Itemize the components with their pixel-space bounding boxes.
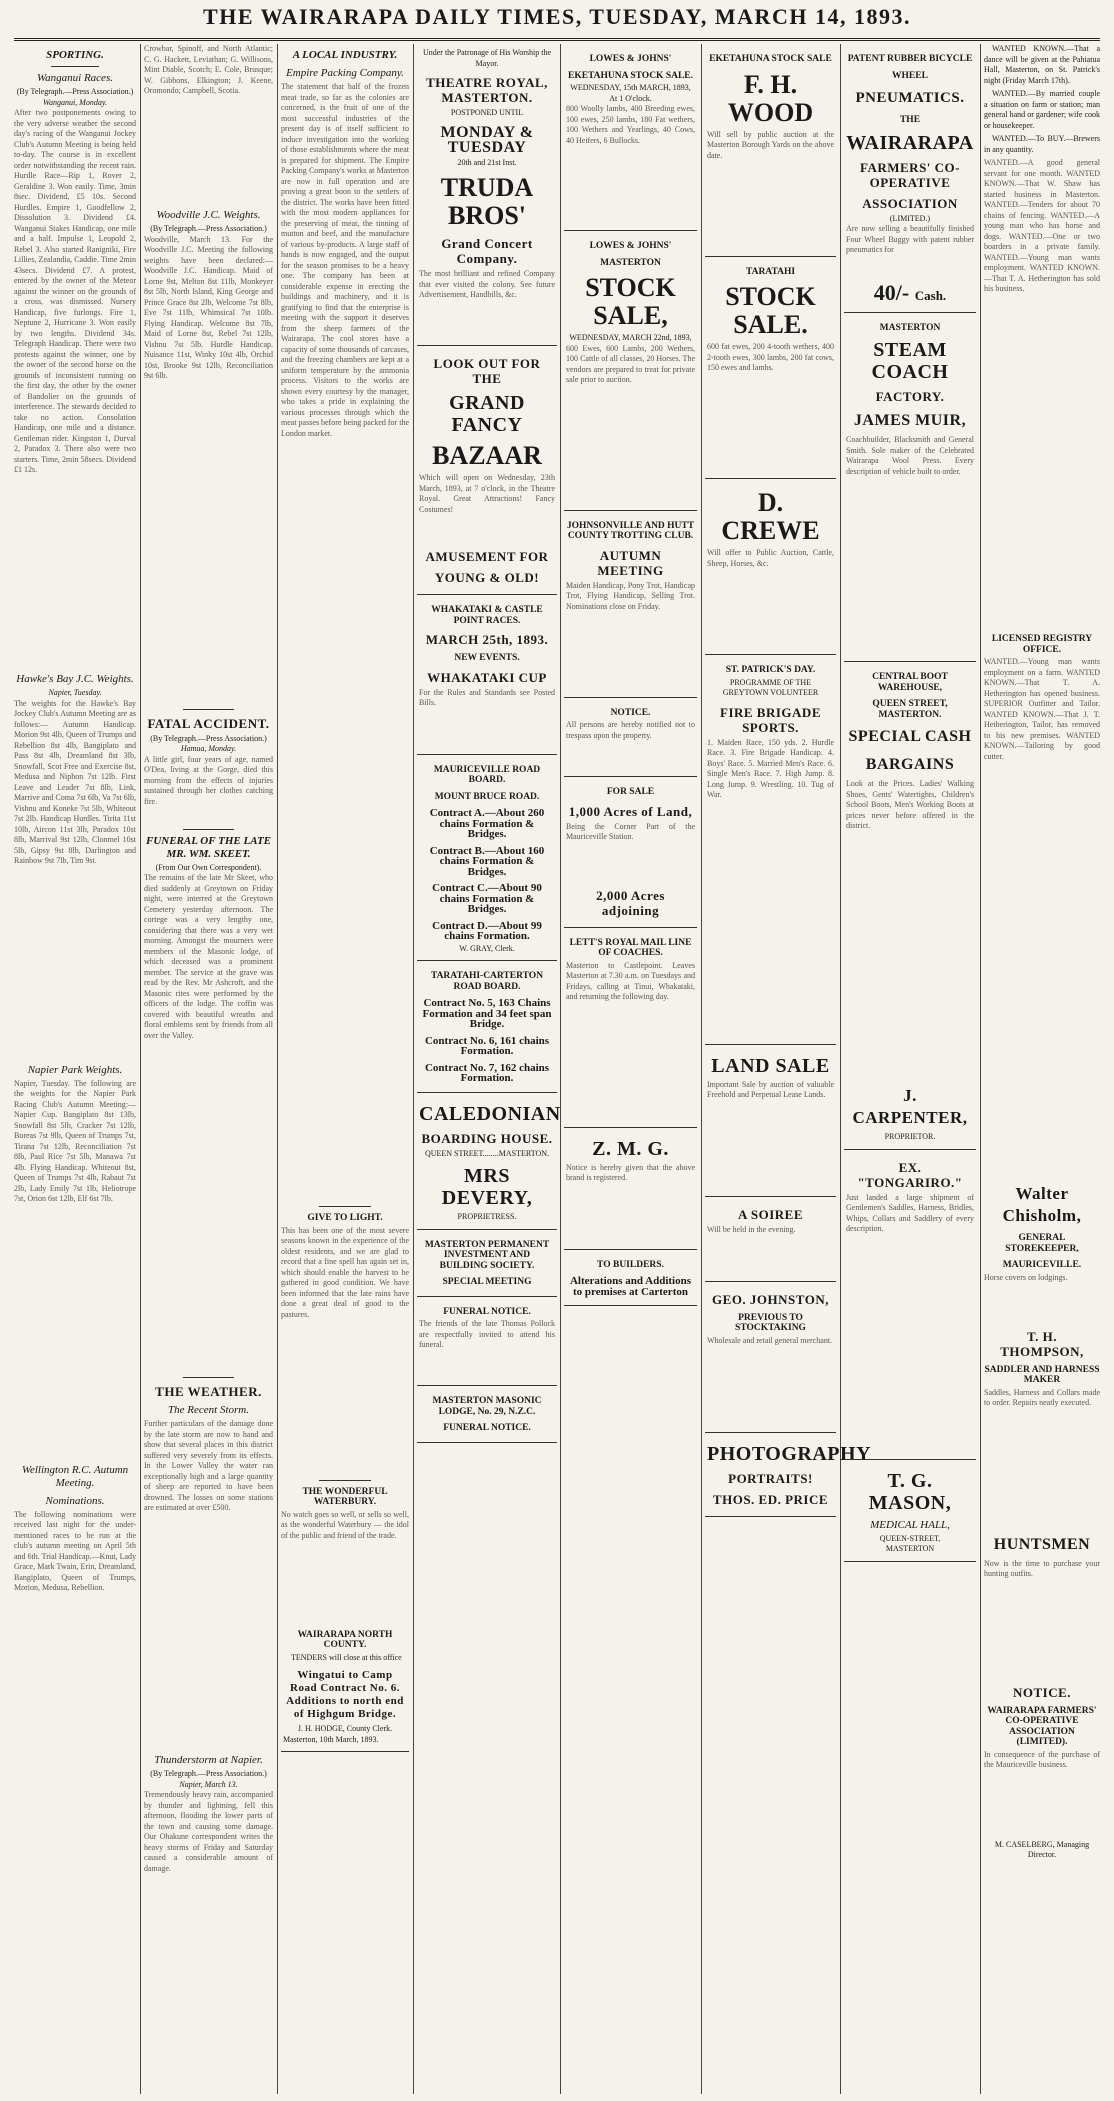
boarding-house-ad bbox=[417, 1093, 561, 1230]
ad-heading: MASTERTON bbox=[600, 257, 661, 268]
ad-heading: 1,000 Acres of Land, bbox=[568, 803, 693, 819]
ad-heading: BARGAINS bbox=[865, 756, 955, 773]
boot-ad: CENTRAL BOOT WAREHOUSE, QUEEN STREET, MASTERTON. SPECIAL CASH BARGAINS Look at the Prices. Ladies' Walking Shoes, Gents' Watertights, Children's School Boots, Men's Working Boots at prices never before offered in the district. J. CARPENTER, PROPRIETOR. bbox=[844, 662, 976, 1150]
article-body: A little girl, four years of age, named O'Dea, living at the Gorge, died this morning from the effects of injuries sustained through her clothes catching fire. bbox=[144, 754, 273, 806]
ad-signature: J. H. HODGE, County Clerk. bbox=[297, 1724, 393, 1733]
ad-heading: NOTICE. bbox=[610, 707, 651, 718]
article-body: Further particulars of the damage done by the late storm are now to hand and show that several places in this district suffered very severely from its effects. In the Lower Valley the water ran exceptionally high and a large quantity of sheep are reported to have been drowned. The losses on some stations are estimated at over £500. bbox=[144, 1419, 273, 1512]
ad-heading: SADDLER AND HARNESS MAKER bbox=[984, 1364, 1100, 1385]
article-heading: Thunderstorm at Napier. bbox=[154, 1754, 263, 1766]
ad-heading: EX. "TONGARIRO." bbox=[857, 1159, 963, 1190]
ad-heading: PORTRAITS! bbox=[728, 1470, 813, 1486]
ad-heading: WAIRARAPA NORTH COUNTY. bbox=[297, 1629, 393, 1650]
article-heading: Empire Packing Company. bbox=[286, 67, 404, 79]
ad-heading: CENTRAL BOOT WAREHOUSE, bbox=[872, 672, 948, 693]
ad-heading: MASTERTON MASONIC LODGE, No. 29, N.Z.C. bbox=[432, 1396, 542, 1417]
ad-heading: TARATAHI bbox=[745, 266, 796, 277]
trotting-ad: JOHNSONVILLE AND HUTT COUNTY TROTTING CLUB. AUTUMN MEETING Maiden Handicap, Pony Trot, Handicap Trot, Flying Handicap, Selling Trot. Nominations close on Friday. bbox=[564, 511, 697, 698]
column-rule bbox=[413, 44, 414, 2094]
ad-heading: Contract C.—About 90 chains Formation & Bridges. bbox=[432, 882, 542, 915]
builders-ad bbox=[564, 1250, 697, 1307]
article-heading: FATAL ACCIDENT. bbox=[147, 715, 270, 731]
ad-heading: T. G. MASON, bbox=[868, 1469, 952, 1514]
society-ad bbox=[417, 1230, 557, 1297]
johnston-ad: GEO. JOHNSTON, PREVIOUS TO STOCKTAKING Wholesale and retail general merchant. bbox=[705, 1282, 836, 1433]
classified: WANTED.—To BUY.—Brewers in any quantity. bbox=[984, 134, 1100, 154]
ad-text: POSTPONED UNTIL bbox=[450, 108, 524, 117]
ad-heading: LAND SALE bbox=[711, 1054, 830, 1077]
article-heading: The Recent Storm. bbox=[168, 1404, 249, 1416]
dateline: Napier, Tuesday. bbox=[48, 688, 102, 697]
masthead-title: THE WAIRARAPA DAILY TIMES, TUESDAY, MARCH 14, 1893. bbox=[203, 4, 911, 29]
column-6 bbox=[705, 44, 872, 2094]
ad-heading: MAURICEVILLE. bbox=[1002, 1260, 1082, 1270]
dateline: Wanganui, Monday. bbox=[43, 97, 107, 107]
ad-heading: WAIRARAPA bbox=[846, 131, 974, 154]
ad-heading: BAZAAR bbox=[432, 441, 542, 470]
ad-heading: CALEDONIAN bbox=[419, 1102, 561, 1125]
ad-heading: PHOTOGRAPHY bbox=[707, 1442, 872, 1465]
ad-text: 20th and 21st Inst. bbox=[457, 157, 517, 167]
ad-heading: STOCK SALE. bbox=[725, 282, 816, 339]
column-rule bbox=[140, 44, 141, 2094]
races-ad: WHAKATAKI & CASTLE POINT RACES. MARCH 25th, 1893. NEW EVENTS. WHAKATAKI CUP For the Rules and Standards see Posted Bills. bbox=[417, 595, 557, 755]
classified-body: WANTED.—A good general servant for one month. WANTED KNOWN.—That W. Shaw has started business in Masterton. WANTED.—Tenders for about 70 chains of fencing. WANTED.—A young man who has horse and dogs. WANTED.—One or two boarders in a private family. WANTED.—Young man wants employment. WANTED KNOWN.—That T. A. Hetherington has sold his business. bbox=[984, 158, 1100, 293]
ad-heading: JOHNSONVILLE AND HUTT COUNTY TROTTING CLUB. bbox=[566, 520, 695, 541]
article-body: Woodville, March 13. For the Woodville J.C. Meeting the following weights have been declared:— Woodville J.C. Handicap. Maid of Lorne 9st, Melton 8st 11lb, Monkeyer 8st 5lb, North Island, King George and Prince Grace 8st 2lb, Welcome 7st 8lb, Eve 7st 11lb, Whimsical 7st 10lb. Flying Handicap. Welcome 8st 7lb, Maid of Lorne 8st, Rebel 7st 12lb, Vishnu 7st 5lb. Hurdle Handicap. Nuisance 11st, Winky 10st 4lb, Orchid 10st, Brooke 9st 12lb, Reconciliation 9st 6lb. bbox=[144, 234, 273, 380]
ad-heading: EKETAHUNA STOCK SALE bbox=[709, 54, 832, 64]
ad-text: MASTERTON bbox=[885, 1544, 935, 1553]
ad-text: PROPRIETOR. bbox=[884, 1132, 936, 1141]
stock-sale-ad: TARATAHI STOCK SALE. 600 fat ewes, 200 4-tooth wethers, 400 2-tooth ewes, 300 lambs, 200 fat cows, 150 ewes and lambs. bbox=[705, 257, 836, 480]
ad-heading: MOUNT BRUCE ROAD. bbox=[434, 791, 540, 802]
ad-heading: BOARDING HOUSE. bbox=[421, 1130, 553, 1146]
ad-heading: Contract A.—About 260 chains Formation & Bridges. bbox=[429, 807, 545, 840]
ad-heading: FUNERAL NOTICE. bbox=[443, 1423, 531, 1433]
article-heading: GIVE TO LIGHT. bbox=[307, 1213, 383, 1223]
column-rule bbox=[840, 44, 841, 2094]
byline: (By Telegraph.—Press Association.) bbox=[150, 224, 267, 233]
byline: (By Telegraph.—Press Association.) bbox=[150, 733, 267, 743]
road-board-ad bbox=[281, 1620, 409, 1753]
soiree-ad: A SOIREE Will be held in the evening. bbox=[705, 1197, 836, 1282]
ad-heading: Walter Chisholm, bbox=[1002, 1184, 1082, 1225]
ad-text: PROPRIETRESS. bbox=[457, 1212, 517, 1221]
ad-heading: STEAM COACH bbox=[871, 339, 949, 383]
ad-heading: GRAND FANCY bbox=[449, 392, 525, 436]
article-heading: FUNERAL OF THE LATE MR. WM. SKEET. bbox=[146, 834, 271, 860]
stock-sale-ad: LOWES & JOHNS' MASTERTON STOCK SALE, WEDNESDAY, MARCH 22nd, 1893, 600 Ewes, 600 Lambs, 200 Wethers, 100 Cattle of all classes, 20 Horses. The vendors are prepared to treat for private sale prior to auction. bbox=[564, 231, 697, 511]
ad-heading: Contract B.—About 160 chains Formation & Bridges. bbox=[429, 844, 545, 878]
stock-sale-ad: LOWES & JOHNS' EKETAHUNA STOCK SALE. WEDNESDAY, 15th MARCH, 1893, At 1 O'clock. 800 Woolly lambs, 400 Breeding ewes, 100 ewes, 250 lambs, 180 Fat wethers, 100 Wethers and Yearlings, 40 Cows, 40 Heifers, 6 Bullocks. bbox=[564, 44, 697, 231]
ad-heading: LOOK OUT FOR THE bbox=[433, 356, 541, 386]
tongariro-ad: EX. "TONGARIRO." Just landed a large shipment of Gentlemen's Saddles, Harness, Bridles, Whips, Collars and Saddlery of every description. bbox=[844, 1150, 976, 1460]
ad-heading: PNEUMATICS. bbox=[855, 90, 965, 106]
ad-heading: WAIRARAPA FARMERS' CO-OPERATIVE ASSOCIATION (LIMITED). bbox=[987, 1705, 1097, 1747]
dateline: Napier, March 13. bbox=[179, 1779, 238, 1789]
bazaar-ad: LOOK OUT FOR THE GRAND FANCY BAZAAR Which will open on Wednesday, 23th March, 1893, at 7 o'clock, in the Theatre Royal. Great Attractions! Fancy Costumes! AMUSEMENT FOR YOUNG & OLD! bbox=[417, 346, 557, 595]
column-7 bbox=[844, 44, 976, 2094]
ad-heading: TO BUILDERS. bbox=[597, 1259, 664, 1270]
classified-body: WANTED.—Young man wants employment on a farm. WANTED KNOWN.—That T. A. Hetherington has opened business. SUPERIOR Outfitter and Tailor. WANTED KNOWN.—That J. T. Hetherington, Tailor, has removed to his new premises. WANTED KNOWN.—Tailoring by good cutter. bbox=[984, 657, 1100, 761]
ad-text: QUEEN-STREET, bbox=[879, 1533, 941, 1543]
zmg-ad: Z. M. G. Notice is hereby given that the above brand is registered. bbox=[564, 1128, 697, 1250]
ad-heading: Contract No. 5, 163 Chains Formation and 34 feet span Bridge. bbox=[422, 997, 552, 1030]
ad-heading: Contract No. 6, 161 chains Formation. bbox=[424, 1034, 550, 1057]
article-body: The following nominations were received last night for the under-mentioned races to be run at the club's autumn meeting on April 5th and 6th. Trial Handicap.—Knut, Lady Grace, Mark Twain, Erin, Dreamland, Bangiplato, Queen of Trumps, Morion, Medusa, Rebellion. bbox=[14, 1509, 136, 1592]
ad-heading: NOTICE. bbox=[1012, 1684, 1072, 1700]
article-body: After two postponements owing to the very adverse weather the second day's racing of the Wanganui Jockey Club's Autumn Meeting is being held to-day. The course is in excellent order notwithstanding the recent rain. Hurdle Race—Rip 1, Rover 2, Geraldine 3. Won easily. Time, 3min 8sec. Dividend, £5 10s. Second Hurdles. Empire 1, Goodfellow 2, Dissolution 3. Dividend £4. Wanganui Stakes Handicap, one mile and a half. Impulse 1, Leopold 2, Rebel 3. Also started Ranigniki, Fire Lillies, Zealandia, Caddie. Time 2min 43secs. Dividend £7. A protest, entered by the owner of the Meteor against the winner on the grounds of a cross, was dismissed. Nursery Handicap, five furlongs. Fire 1, Neptune 2, Hurricane 3. Won easily by two lengths. Dividend 34s. Telegraph Handicap. There were two protests against the winner, one by the owner of the second horse on the grounds of inconsistent running on the first day, the other by the owner of Bandolier on the grounds of interference. The stewards decided to take no action. Consolation Handicap, one mile and a distance. Gentleman rider. Kingston 1, Durval 2, Paradox 3. There also were two starters. Time, 2min 58secs. Dividend £1 12s. bbox=[14, 108, 136, 474]
ad-heading: LOWES & JOHNS' bbox=[589, 241, 672, 251]
article-heading: Napier Park Weights. bbox=[27, 1063, 123, 1076]
ad-heading: PREVIOUS TO STOCKTAKING bbox=[735, 1312, 806, 1333]
ad-heading: Wingatui to Camp Road Contract No. 6. Additions to north end of Highgum Bridge. bbox=[286, 1669, 404, 1720]
ad-heading: MONDAY & TUESDAY bbox=[440, 123, 534, 156]
ad-signature: M. CASELBERG, Managing Director. bbox=[994, 1839, 1090, 1859]
byline: (From Our Own Correspondent). bbox=[155, 862, 262, 872]
photography-ad bbox=[705, 1433, 872, 1517]
article-heading: Woodville J.C. Weights. bbox=[156, 209, 261, 221]
ad-heading: 2,000 Acres adjoining bbox=[596, 887, 665, 918]
funeral-notice: FUNERAL NOTICE. The friends of the late Thomas Pollock are respectfully invited to attend his funeral. bbox=[417, 1297, 557, 1387]
ad-heading: LOWES & JOHNS' bbox=[589, 54, 672, 64]
masthead-rule bbox=[14, 38, 1100, 41]
ad-text: WEDNESDAY, MARCH 22nd, 1893, bbox=[569, 333, 692, 342]
column-4 bbox=[417, 44, 561, 2094]
column-1 bbox=[14, 44, 136, 2094]
article-body: Tremendously heavy rain, accompanied by thunder and lightning, fell this afternoon, flooding the lower parts of the town and causing some damage. Our Ohakune correspondent writes the heavy storms of Friday and Saturday caused a considerable amount of damage. bbox=[144, 1790, 273, 1873]
stock-sale-ad: EKETAHUNA STOCK SALE F. H. WOOD Will sell by public auction at the Masterton Borough Yards on the above date. bbox=[705, 44, 836, 257]
ad-heading: HUNTSMEN bbox=[993, 1535, 1091, 1553]
ad-heading: FOR SALE bbox=[606, 787, 655, 797]
ad-heading: F. H. WOOD bbox=[727, 69, 814, 127]
ad-heading: TARATAHI-CARTERTON ROAD BOARD. bbox=[430, 971, 544, 992]
ad-heading: Contract D.—About 99 chains Formation. bbox=[432, 919, 542, 942]
ad-heading: NEW EVENTS. bbox=[454, 653, 520, 663]
ad-heading: STOCK SALE, bbox=[585, 273, 676, 330]
ad-heading: SPECIAL MEETING bbox=[442, 1277, 532, 1287]
article-body: Napier, Tuesday. The following are the weights for the Napier Park Racing Club's Autumn Meeting:— Napier Cup. Bangiplato 8st 13lb, Snowfall 8st 5lb, Cracker 7st 12lb, Boreas 7st 9lb, Queen of Trumps 7st, Tirana 7st 12lb, Reconciliation 7st 8lb, Paul Rice 7st 5lb, Manawa 7st 4lb. Flying Handicap. Whiteout 8st, Queen of Trumps 7st 4lb, Rabaut 7st 2lb, Lady Emily 7st 1lb, Heliotrope 7st, Orion 6st 12lb, Elf 6st 7lb. bbox=[14, 1078, 136, 1203]
bicycle-ad: PATENT RUBBER BICYCLE WHEEL PNEUMATICS. THE WAIRARAPA FARMERS' CO-OPERATIVE ASSOCIATION (LIMITED.) Are now selling a beautifully finished Four Wheel Buggy with patent rubber pneumatics for 40/- Cash. bbox=[844, 44, 976, 313]
ad-text: QUEEN STREET........MASTERTON. bbox=[424, 1148, 550, 1158]
notice-ad: NOTICE. All persons are hereby notified not to trespass upon the property. bbox=[564, 698, 697, 778]
column-8: WANTED KNOWN.—That a dance will be given at the Pahiatua Hall, Masterton, on St. Patrick's night (Friday March 17th). WANTED.—By married couple a situation on farm or station; man general hand or gardener; wife cook or housekeeper. WANTED.—To BUY.—Brewers in any quantity. WANTED.—A good general servant for one month. WANTED KNOWN.—That W. Shaw has started business in Masterton. WANTED.—Tenders for about 70 chains of fencing. WANTED.—A young man who has horse and dogs. WANTED.—One or two boarders in a private family. WANTED.—Young man wants employment. WANTED KNOWN.—That T. A. Hetherington has sold his business. LICENSED REGISTRY OFFICE. WANTED.—Young man wants employment on a farm. WANTED KNOWN.—That T. A. Hetherington has opened business. SUPERIOR Outfitter and Tailor. WANTED KNOWN.—That J. T. Hetherington, Tailor, has removed to his new premises. WANTED KNOWN.—Tailoring by good cutter. Walter Chisholm, GENERAL STOREKEEPER, MAURICEVILLE. Horse covers on lodgings. T. H. THOMPSON, SADDLER AND HARNESS MAKER Saddles, Harness and Collars made to order. Repairs neatly executed. HUNTSMEN Now is the time to purchase your hunting outfits. NOTICE. WAIRARAPA FARMERS' CO-OPERATIVE ASSOCIATION (LIMITED). In consequence of the purchase of the Mauriceville business. M. CASELBERG, Managing Director. bbox=[984, 44, 1100, 1859]
column-rule bbox=[277, 44, 278, 2094]
ad-heading: MARCH 25th, 1893. bbox=[425, 632, 549, 647]
price-badge: 40/- Cash. bbox=[873, 280, 947, 305]
column-3 bbox=[281, 44, 409, 2094]
masonic-notice bbox=[417, 1386, 557, 1443]
ad-text: (LIMITED.) bbox=[889, 213, 931, 223]
article-heading: Nominations. bbox=[45, 1494, 105, 1507]
ad-heading: Grand Concert Company. bbox=[441, 236, 533, 266]
article-body: The remains of the late Mr Skeet, who died suddenly at Greytown on Friday night, were interred at the Greytown Cemetery yesterday afternoon. The cortege was a very lengthy one, considering that there was a very wet morning. Amongst the mourners were members of the Masonic lodge, of which deceased was a prominent member. The service at the grave was read by the Rev. Mr Ashcroft, and the Masonic rites were performed by the officers of the lodge. The coffin was covered with beautiful wreaths and floral emblems sent by friends from all over the Valley. bbox=[144, 873, 273, 1040]
ad-heading: T. H. THOMPSON, bbox=[1000, 1328, 1084, 1359]
ad-heading: GEO. JOHNSTON, bbox=[712, 1291, 829, 1307]
article-heading: Wanganui Races. bbox=[37, 72, 113, 84]
ad-heading: MRS DEVERY, bbox=[441, 1165, 533, 1209]
ad-text: At 1 O'clock. bbox=[609, 93, 652, 103]
ad-heading: JAMES MUIR, bbox=[853, 412, 967, 429]
ad-heading: EKETAHUNA STOCK SALE. bbox=[567, 70, 694, 81]
ad-text: PROGRAMME OF THE GREYTOWN VOLUNTEER bbox=[722, 677, 819, 697]
chemist-ad bbox=[844, 1460, 976, 1562]
coaches-ad: LETT'S ROYAL MAIL LINE OF COACHES. Masterton to Castlepoint. Leaves Masterton at 7.30 a.m. on Tuesdays and Fridays, calling at Tinui, Whakataki, and returning the following day. bbox=[564, 928, 697, 1128]
byline: (By Telegraph.—Press Association.) bbox=[16, 87, 134, 96]
crewe-ad: D. CREWE Will offer to Public Auction, Cattle, Sheep, Horses, &c. bbox=[705, 479, 836, 655]
ad-heading: WHEEL bbox=[892, 70, 928, 81]
ad-heading: FARMERS' CO-OPERATIVE bbox=[859, 159, 960, 190]
land-sale-ad: FOR SALE 1,000 Acres of Land, Being the Corner Part of the Mauriceville Station. 2,000 Acres adjoining bbox=[564, 777, 697, 928]
ad-heading: WHAKATAKI & CASTLE POINT RACES. bbox=[431, 605, 543, 626]
section-heading: SPORTING. bbox=[46, 49, 104, 61]
ad-date: Masterton, 10th March, 1893. bbox=[283, 1734, 379, 1744]
ad-heading: SPECIAL CASH bbox=[848, 728, 972, 745]
article-heading: A LOCAL INDUSTRY. bbox=[292, 49, 398, 61]
column-2 bbox=[144, 44, 273, 2094]
ad-heading: THEATRE ROYAL, MASTERTON. bbox=[426, 75, 548, 105]
ad-text: Under the Patronage of His Worship the Mayor. bbox=[422, 48, 552, 68]
ad-signature: W. GRAY, Clerk. bbox=[459, 943, 515, 953]
ad-heading: THOS. ED. PRICE bbox=[712, 1491, 829, 1507]
ad-heading: J. CARPENTER, bbox=[852, 1086, 968, 1127]
ad-heading: QUEEN STREET, MASTERTON. bbox=[872, 699, 948, 720]
ad-heading: Alterations and Additions to premises at Carterton bbox=[569, 1275, 692, 1298]
article-heading: THE WONDERFUL WATERBURY. bbox=[302, 1486, 388, 1507]
byline: (By Telegraph.—Press Association.) bbox=[150, 1769, 267, 1778]
ad-heading: A SOIREE bbox=[737, 1206, 804, 1222]
ad-heading: FIRE BRIGADE SPORTS. bbox=[720, 704, 821, 735]
article-body: Crowbar, Spinoff, and North Atlantic; C. G. Hackett, Leviathan; G. Willisons, Mint Diable, Scotch; E. Cole, Brusque; W. Gibbons, Elkington; J. Keene, Oromondo; Campbell, Scotia. bbox=[144, 44, 273, 95]
ad-heading: ST. PATRICK'S DAY. bbox=[725, 665, 816, 675]
ad-heading: MASTERTON PERMANENT INVESTMENT AND BUILDING SOCIETY. bbox=[424, 1239, 550, 1271]
article-body: The statement that half of the frozen meat trade, so far as the colonies are concerned, is the fruit of one of the most successful industries of the present day is of itself sufficient to induce investigation into the working of those establishments where the meat is prepared for shipment. The Empire Packing Company's works at Masterton are now in full operation and are proving a great boon to the settlers of the district. The works have been fitted with the most modern appliances for the preserving of meat, the tinning of mutton and beef, and the manufacture of various by-products. A large staff of hands is now engaged, and the output for the season promises to be a heavy one. The company has been at considerable expense in erecting the buildings and machinery, and it is gratifying to find that the enterprise is meeting with the support it deserves from the sheep farmers of the Wairarapa. The cool stores have a capacity of some thousands of carcases, and the freezing chambers are kept at a uniform temperature by the ammonia process. Visitors to the works are shown every courtesy by the manager, who takes a pride in explaining the various processes through which the meat passes before being packed for the London market. bbox=[281, 82, 409, 438]
article-body: This has been one of the most severe seasons known in the experience of the oldest residents, and we are glad to record that a fine spell has again set in, which should enable the harvest to be gathered in good condition. We have been informed that the late rains have done a great deal of good to the pastures. bbox=[281, 1225, 409, 1319]
ad-heading: GENERAL STOREKEEPER, bbox=[1005, 1233, 1079, 1254]
ad-heading: AMUSEMENT FOR bbox=[425, 549, 549, 564]
ad-heading: Z. M. G. bbox=[592, 1137, 669, 1160]
column-rule bbox=[701, 44, 702, 2094]
article-heading: THE WEATHER. bbox=[155, 1384, 262, 1399]
ad-heading: WHAKATAKI CUP bbox=[427, 669, 547, 685]
sports-ad: ST. PATRICK'S DAY. PROGRAMME OF THE GREYTOWN VOLUNTEER FIRE BRIGADE SPORTS. 1. Maiden Race, 150 yds. 2. Hurdle Race. 3. Fire Brigade Handicap. 4. Boys' Race. 5. Married Men's Race. 6. Single Men's Race. 7. High Jump. 8. Long Jump. 9. Wrestling. 10. Tug of War. bbox=[705, 655, 836, 1045]
ad-heading: TRUDA BROS' bbox=[440, 173, 534, 230]
column-5 bbox=[564, 44, 697, 2094]
article-heading: Wellington R.C. Autumn Meeting. bbox=[21, 1463, 129, 1489]
ad-heading: LICENSED REGISTRY OFFICE. bbox=[991, 634, 1093, 655]
road-board-ad bbox=[417, 755, 557, 962]
ad-heading: LETT'S ROYAL MAIL LINE OF COACHES. bbox=[569, 937, 692, 958]
ad-heading: FUNERAL NOTICE. bbox=[443, 1306, 531, 1317]
ad-heading: MEDICAL HALL, bbox=[870, 1518, 950, 1531]
ad-body: TENDERS will close at this office bbox=[291, 1652, 402, 1662]
land-sale-ad: LAND SALE Important Sale by auction of valuable Freehold and Perpetual Lease Lands. bbox=[705, 1045, 836, 1197]
ad-heading: ASSOCIATION bbox=[862, 195, 958, 211]
column-rule bbox=[980, 44, 981, 2094]
theatre-ad: Under the Patronage of His Worship the Mayor. THEATRE ROYAL, MASTERTON. POSTPONED UNTIL MONDAY & TUESDAY 20th and 21st Inst. TRUDA BROS' Grand Concert Company. The most brilliant and refined Company that ever visited the colony. See future Advertisement, Handbills, &c. bbox=[417, 44, 557, 346]
ad-heading: FACTORY. bbox=[875, 389, 945, 404]
article-body: The weights for the Hawke's Bay Jockey Club's Autumn Meeting are as follows:— Autumn Handicap. Morion 9st 4lb, Queen of Trumps and Rebellion 8st 4lb, Bangiplato and Pass 8st 4lb, Dreamland 8st 3lb, Snowfall, Scot Free and Exercise 8st, Medusa and Niphon 7st 12lb. First Leave and Leader 7st 8lb, Link, Marrive and Coma 7st 6lb, Va 7st 6lb, Vishnu and Koneke 7st 5lb, Whiteout 7st 2lb. Handicap Hurdles. Tirita 11st 10lb, Aircon 11st 3lb, Paradox 10st 8lb, Marrival 9st 12lb, Clonmel 10st 5lb, Gipsy 9st 8lb, Darlington and Rainbow 9st 7lb, Tim 9st. bbox=[14, 698, 136, 865]
road-board-ad bbox=[417, 961, 557, 1093]
ad-heading: AUTUMN MEETING bbox=[597, 547, 664, 578]
ad-heading: MASTERTON bbox=[879, 322, 941, 333]
article-heading: Hawke's Bay J.C. Weights. bbox=[16, 673, 134, 685]
column-rule bbox=[560, 44, 561, 2094]
ad-heading: YOUNG & OLD! bbox=[434, 570, 540, 585]
coach-factory-ad: MASTERTON STEAM COACH FACTORY. JAMES MUIR, Coachbuilder, Blacksmith and General Smith. Sole maker of the Celebrated Wairarapa Wool Press. Every description of vehicle built to order. bbox=[844, 313, 976, 663]
dateline: Hamua, Monday. bbox=[180, 744, 237, 753]
classified: WANTED.—By married couple a situation on farm or station; man general hand or gardener; wife cook or housekeeper. bbox=[984, 89, 1100, 130]
ad-heading: D. CREWE bbox=[721, 488, 820, 545]
ad-heading: Contract No. 7, 162 chains Formation. bbox=[424, 1061, 550, 1084]
ad-heading: PATENT RUBBER BICYCLE bbox=[847, 54, 973, 64]
article-body: No watch goes so well, or sells so well, as the wonderful Waterbury — the idol of the public and friend of the trade. bbox=[281, 1509, 409, 1540]
ad-heading: THE bbox=[899, 115, 921, 125]
classified: WANTED KNOWN.—That a dance will be given at the Pahiatua Hall, Masterton, on St. Patrick's night (Friday March 17th). bbox=[984, 44, 1100, 85]
ad-heading: MAURICEVILLE ROAD BOARD. bbox=[433, 764, 541, 785]
ad-text: WEDNESDAY, 15th MARCH, 1893, bbox=[570, 83, 691, 92]
